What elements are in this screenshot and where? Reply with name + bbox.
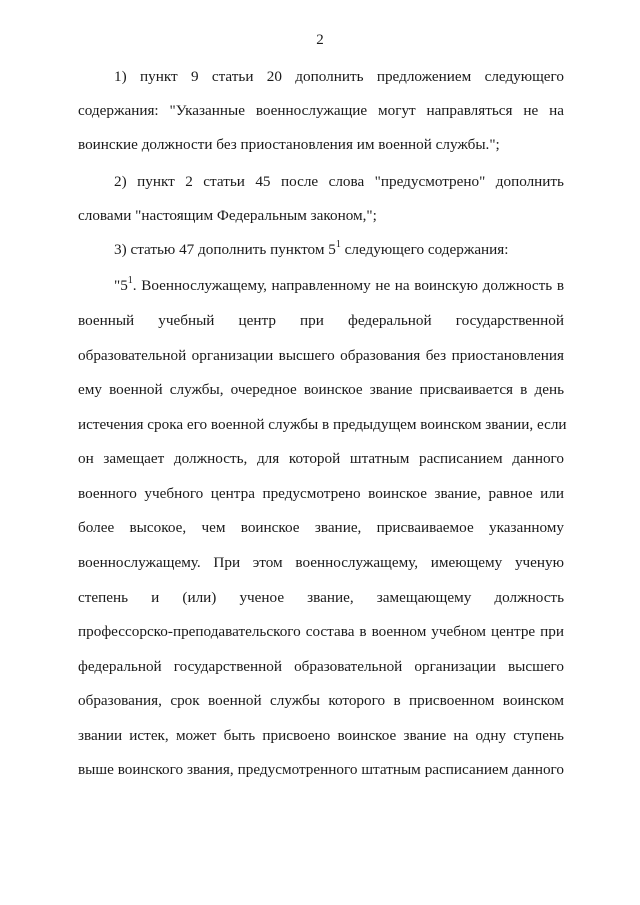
text-line <box>114 276 564 296</box>
text-line: словами "настоящим Федеральным законом,"; <box>78 207 377 224</box>
text-line <box>114 240 564 260</box>
text-line: 2) пункт 2 статьи 45 после слова "предусмотрено" дополнить <box>114 173 564 190</box>
text-line: степень и (или) ученое звание, замещающему должность <box>78 589 564 606</box>
text-line: содержания: "Указанные военнослужащие могут направляться не на <box>78 102 564 119</box>
text-line: военного учебного центра предусмотрено воинское звание, равное или <box>78 485 564 502</box>
text-line: федеральной государственной образовательной организации высшего <box>78 658 564 675</box>
text-fragment: "5 <box>114 277 128 294</box>
text-line: образовательной организации высшего образования без приостановления <box>78 347 564 364</box>
text-line: истечения срока его военной службы в предыдущем воинском звании, если <box>78 416 567 433</box>
text-line: он замещает должность, для которой штатным расписанием данного <box>78 450 564 467</box>
text-line: военный учебный центр при федеральной государственной <box>78 312 564 329</box>
text-line: профессорско-преподавательского состава в военном учебном центре при <box>78 623 564 640</box>
superscript: 1 <box>127 274 133 286</box>
text-line: образования, срок военной службы которого в присвоенном воинском <box>78 692 564 709</box>
text-fragment: 3) статью 47 дополнить пунктом 5 <box>114 241 336 258</box>
text-line: выше воинского звания, предусмотренного штатным расписанием данного <box>78 761 564 778</box>
text-line: ему военной службы, очередное воинское звание присваивается в день <box>78 381 564 398</box>
text-fragment: . Военнослужащему, направленному не на воинскую должность в <box>132 277 564 294</box>
text-line: 1) пункт 9 статьи 20 дополнить предложением следующего <box>114 68 564 85</box>
text-line: более высокое, чем воинское звание, присваиваемое указанному <box>78 519 564 536</box>
text-fragment: следующего содержания: <box>340 241 509 258</box>
text-line: звании истек, может быть присвоено воинское звание на одну ступень <box>78 727 564 744</box>
page-number: 2 <box>316 32 324 48</box>
text-line: военнослужащему. При этом военнослужащему, имеющему ученую <box>78 554 564 571</box>
text-line: воинские должности без приостановления им военной службы."; <box>78 136 500 153</box>
superscript: 1 <box>335 238 341 250</box>
